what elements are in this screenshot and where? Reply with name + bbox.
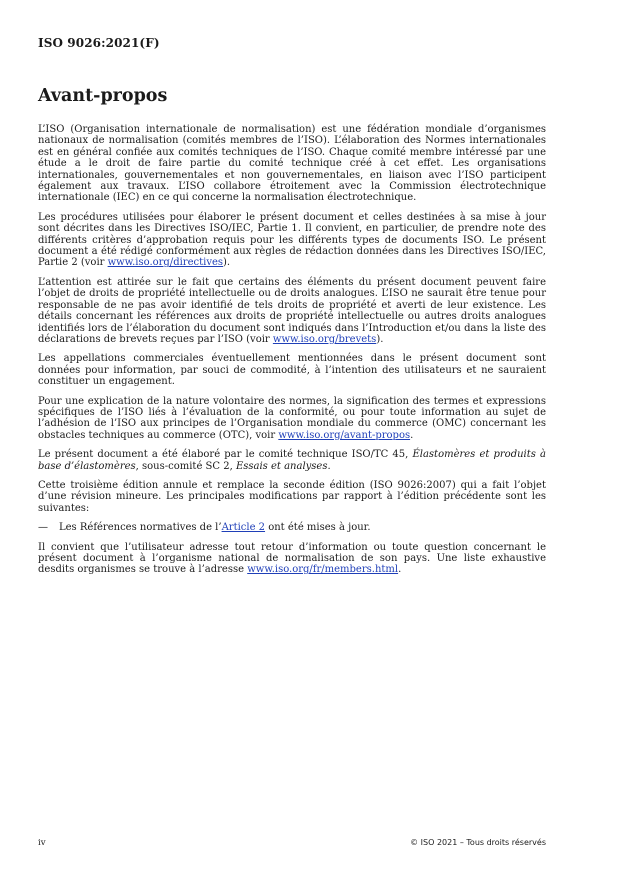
paragraph-committee: Le présent document a été élaboré par le comité technique ISO/TC 45, Élastomères et produits à base d’élastomères, sous-comité SC 2, Essais et analyses. (38, 449, 546, 472)
paragraph-edition: Cette troisième édition annule et remplace la seconde édition (ISO 9026:2007) qui a fait l’objet d’une révision mineure. Les principales modifications par rapport à l’édition précédente sont les suivantes: (38, 479, 546, 514)
list-item-changes: — Les Références normatives de l’Article 2 ont été mises à jour. (38, 522, 371, 534)
link-members[interactable]: www.iso.org/fr/members.html (247, 564, 399, 576)
paragraph-feedback: Il convient que l’utilisateur adresse tout retour d’information ou toute question concernant le présent document à l’organisme national de normalisation de son pays. Une liste exhaustive desdits organismes se trouve à l’adresse www.iso.org/fr/members.html. (38, 541, 546, 576)
page-number: iv (38, 838, 46, 848)
paragraph-voluntary-nature: Pour une explication de la nature volontaire des normes, la signification des termes et expressions spécifiques de l’ISO liés à l’évaluation de la conformité, ou pour toute information au sujet de l’adhésion de l’ISO aux principes de l’Organisation mondiale du commerce (OMC) concernant les obstacles techniques au commerce (OTC), voir www.iso.org/avant-propos. (38, 395, 546, 441)
foreword-body (38, 124, 546, 584)
link-avant-propos[interactable]: www.iso.org/avant-propos (278, 429, 411, 441)
link-directives[interactable]: www.iso.org/directives (107, 257, 224, 269)
copyright-notice: © ISO 2021 – Tous droits réservés (410, 838, 546, 847)
paragraph-trade-names: Les appellations commerciales éventuellement mentionnées dans le présent document sont données pour information, par souci de commodité, à l’intention des utilisateurs et ne sauraient constituer un engagement. (38, 353, 546, 388)
paragraph-patents: L’attention est attirée sur le fait que certains des éléments du présent document peuvent faire l’objet de droits de propriété intellectuelle ou de droits analogues. L’ISO ne saurait être tenue pour responsable de ne pas avoir identifié de tels droits de propriété et averti de leur existence. Les détails concernant les références aux droits de propriété intellectuelle ou autres droits analogues identifiés lors de l’élaboration du document sont indiqués dans l’Introduction et/ou dans la liste des déclarations de brevets reçues par l’ISO (voir www.iso.org/brevets). (38, 276, 546, 345)
document-id: ISO 9026:2021(F) (38, 36, 160, 50)
paragraph-iso-intro: L’ISO (Organisation internationale de normalisation) est une fédération mondiale d’organismes nationaux de normalisation (comités membres de l’ISO). L’élaboration des Normes internationales est en général confiée aux comités techniques de l’ISO. Chaque comité membre intéressé par une étude a le droit de faire partie du comité technique créé à cet effet. Les organisations internationales, gouvernementales et non gouvernementales, en liaison avec l’ISO participent également aux travaux. L’ISO collabore étroitement avec la Commission électrotechnique internationale (IEC) en ce qui concerne la normalisation électrotechnique. (38, 124, 546, 204)
link-article-2[interactable]: Article 2 (221, 522, 266, 534)
paragraph-procedures: Les procédures utilisées pour élaborer le présent document et celles destinées à sa mise à jour sont décrites dans les Directives ISO/IEC, Partie 1. Il convient, en particulier, de prendre note des différents critères d’approbation requis pour les différents types de documents ISO. Le présent document a été rédigé conformément aux règles de rédaction données dans les Directives ISO/IEC, Partie 2 (voir www.iso.org/directives). (38, 211, 546, 269)
list-dash: — (38, 522, 48, 534)
link-brevets[interactable]: www.iso.org/brevets (272, 333, 377, 345)
page-title: Avant-propos (38, 86, 168, 106)
